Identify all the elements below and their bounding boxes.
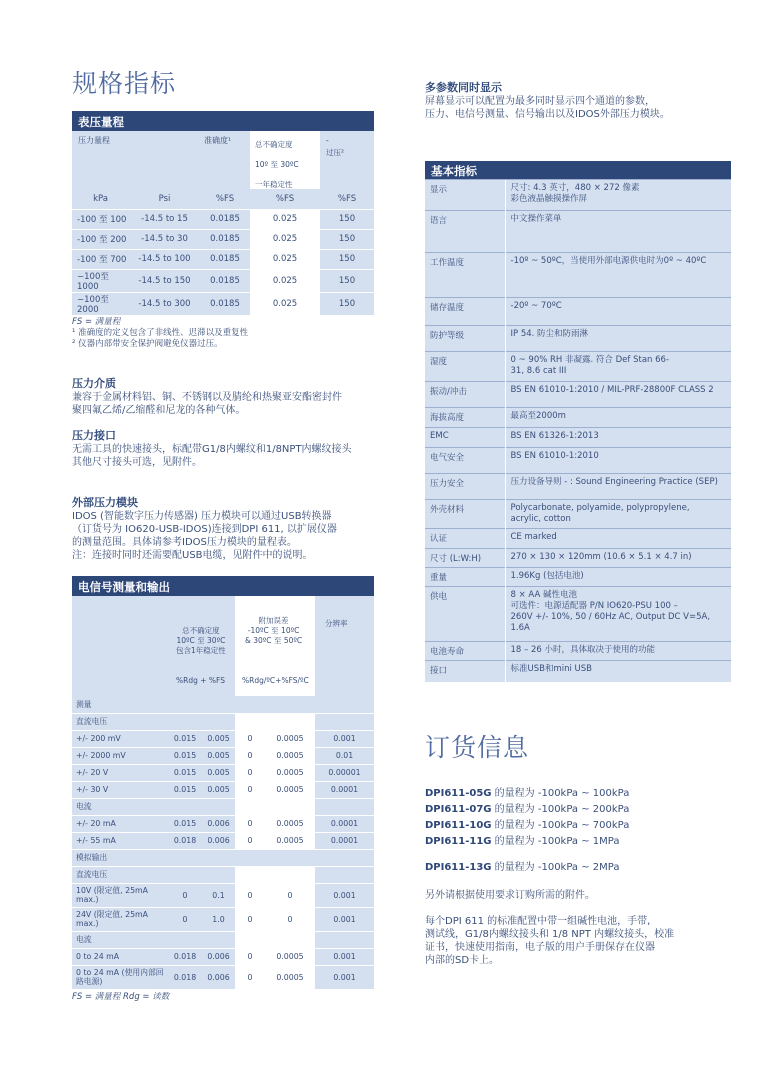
section-title: 压力介质 [72, 377, 116, 390]
spec-value: 最高至2000m [505, 408, 731, 428]
order-title: 订货信息 [425, 733, 530, 762]
spec-value: 8 × AA 碱性电池 可选件：电源适配器 P/N IO620-PSU 100 – 260V +/- 10%, 50 / 60Hz AC, Output DC V=5A, 1.6A [505, 587, 731, 642]
order-note-standard: 每个DPI 611 的标准配置中带一组碱性电池，手带, 测试线，G1/8内螺纹接头和 1/8 NPT 内螺纹接头，校准 证书，快速使用指南，电子版的用户手册保存在仪器 内部的SD卡上。 [425, 916, 675, 966]
external-module-section: 外部压力模块 IDOS (智能数字压力传感器) 压力模块可以通过USB转换器 （订货号为 IO620-USB-IDOS)连接到DPI 611, 以扩展仪器 的测量范围。具体请参考IDOS压力模块的量程表。 注：连接时同时还需要配USB电缆，见附件中的说明。 [72, 494, 390, 562]
spec-value: BS EN 61326-1:2013 [505, 428, 731, 448]
spec-value: BS EN 61010-1:2010 / MIL-PRF-28800F CLASS 2 [505, 382, 731, 408]
subgroup-row: 电流 [72, 798, 374, 815]
spec-value: CE marked [505, 529, 731, 549]
spec-label: 储存温度 [425, 298, 505, 326]
table-row: +/- 20 V 0.015 0.005 0 0.0005 0.00001 [72, 764, 374, 781]
spec-label: 供电 [425, 587, 505, 642]
list-item: DPI611-05G 的量程为 -100kPa ~ 100kPa [425, 788, 630, 799]
spec-label: 湿度 [425, 352, 505, 382]
spec-value: 0 ~ 90% RH 非凝露. 符合 Def Stan 66- 31, 8.6 cat III [505, 352, 731, 382]
list-item: DPI611-13G 的量程为 -100kPa ~ 2MPa [425, 862, 620, 873]
col-range: 压力量程 [78, 136, 110, 145]
pressure-table-header: 表压量程 [72, 111, 374, 131]
spec-value: Polycarbonate, polyamide, polypropylene, acrylic, cotton [505, 500, 731, 529]
spec-row [425, 408, 731, 428]
section-title: 多参数同时显示 [425, 81, 502, 94]
electrical-footnote: FS = 满量程 Rdg = 读数 [72, 991, 170, 1002]
spec-row [425, 253, 731, 298]
spec-value: BS EN 61010-1:2010 [505, 448, 731, 474]
spec-label: 工作温度 [425, 253, 505, 298]
spec-row [425, 448, 731, 474]
electrical-table-body [72, 696, 374, 990]
spec-label: 认证 [425, 529, 505, 549]
table-row: 10V (限定值, 25mA max.) 0 0.1 0 0 0.001 [72, 883, 374, 907]
group-row: 测量 [72, 696, 374, 713]
pressure-range-table [72, 111, 374, 350]
electrical-column-headers [72, 596, 374, 696]
col-additional-error: 附加误差 -10ºC 至 10ºC & 30ºC 至 50ºC [245, 616, 303, 645]
col-uncertainty: 总不确定度 10ºC 至 30ºC 包含1年稳定性 [176, 626, 226, 655]
pressure-column-headers [72, 131, 374, 189]
pressure-table-body [72, 189, 374, 316]
table-row: 0 to 24 mA 0.018 0.006 0 0.0005 0.001 [72, 948, 374, 965]
spec-label: 海拔高度 [425, 408, 505, 428]
electrical-table-header: 电信号测量和输出 [72, 576, 374, 596]
spec-label: 重量 [425, 568, 505, 587]
order-list [425, 786, 745, 876]
spec-row [425, 474, 731, 500]
spec-label: 接口 [425, 661, 505, 682]
spec-label: 外壳材料 [425, 500, 505, 529]
spec-row [425, 382, 731, 408]
spec-row [425, 326, 731, 352]
pressure-notes: FS = 满量程 ¹ 准确度的定义包含了非线性、迟滞以及重复性 ² 仪器内部带安全保护阀避免仪器过压。 [72, 316, 249, 349]
spec-row [425, 211, 731, 253]
spec-value: IP 54. 防尘和防雨淋 [505, 326, 731, 352]
table-row: −100至2000 -14.5 to 300 0.0185 0.025 150 [72, 292, 374, 315]
spec-row [425, 298, 731, 326]
spec-label: 压力安全 [425, 474, 505, 500]
spec-value: 中文操作菜单 [505, 211, 731, 253]
list-item: DPI611-11G 的量程为 -100kPa ~ 1MPa [425, 836, 620, 847]
col-uncertainty: 总不确定度 10º 至 30ºC 一年稳定性 [255, 140, 299, 189]
spec-label: 振动/冲击 [425, 382, 505, 408]
spec-label: 电气安全 [425, 448, 505, 474]
unit-b: %Rdg/ºC+%FS/ºC [242, 676, 309, 685]
subgroup-row: 直流电压 [72, 866, 374, 883]
spec-row [425, 587, 731, 642]
spec-row [425, 661, 731, 682]
pressure-media-section: 压力介质 兼容于金属材料铝、铜、不锈钢以及腈纶和热聚亚安酯密封件 聚四氟乙烯/乙缩醛和尼龙的各种气体。 [72, 375, 390, 417]
multi-display-section: 多参数同时显示 屏幕显示可以配置为最多同时显示四个通道的参数， 压力、电信号测量、信号输出以及IDOS外部压力模块。 [425, 79, 745, 121]
electrical-table [72, 576, 374, 1003]
table-row: −100至1000 -14.5 to 150 0.0185 0.025 150 [72, 269, 374, 292]
spec-value: -20º ~ 70ºC [505, 298, 731, 326]
basic-spec-table [425, 161, 731, 682]
subgroup-row: 直流电压 [72, 713, 374, 730]
spec-label: 尺寸 (L:W:H) [425, 549, 505, 568]
table-row: 24V (限定值, 25mA max.) 0 1.0 0 0 0.001 [72, 907, 374, 931]
table-row: -100 至 700 -14.5 to 100 0.0185 0.025 150 [72, 249, 374, 269]
table-row: +/- 55 mA 0.018 0.006 0 0.0005 0.0001 [72, 832, 374, 849]
basic-table-header: 基本指标 [425, 161, 731, 179]
spec-value: 压力设备导则 - : Sound Engineering Practice (SEP) [505, 474, 731, 500]
col-resolution: 分辨率 [325, 619, 348, 628]
spec-label: 语言 [425, 211, 505, 253]
table-row: -100 至 200 -14.5 to 30 0.0185 0.025 150 [72, 229, 374, 249]
table-row: 0 to 24 mA (使用内部回路电源) 0.018 0.006 0 0.0005 0.001 [72, 965, 374, 989]
spec-label: 电池寿命 [425, 642, 505, 661]
unit-a: %Rdg + %FS [176, 676, 225, 685]
spec-value: 标准USB和mini USB [505, 661, 731, 682]
spec-row [425, 642, 731, 661]
section-title: 外部压力模块 [72, 496, 138, 509]
spec-row [425, 352, 731, 382]
spec-label: EMC [425, 428, 505, 448]
pressure-connector-section: 压力接口 无需工具的快速接头，标配带G1/8内螺纹和1/8NPT内螺纹接头 其他尺寸接头可选，见附件。 [72, 427, 390, 469]
table-row: +/- 20 mA 0.015 0.006 0 0.0005 0.0001 [72, 815, 374, 832]
spec-label: 防护等级 [425, 326, 505, 352]
subgroup-row: 电流 [72, 931, 374, 948]
spec-row [425, 529, 731, 549]
spec-row [425, 428, 731, 448]
table-row: -100 至 100 -14.5 to 15 0.0185 0.025 150 [72, 209, 374, 229]
spec-label: 显示 [425, 180, 505, 211]
order-note-accessories: 另外请根据使用要求订购所需的附件。 [425, 890, 595, 901]
table-row: +/- 200 mV 0.015 0.005 0 0.0005 0.001 [72, 730, 374, 747]
spec-value: 270 × 130 × 120mm (10.6 × 5.1 × 4.7 in) [505, 549, 731, 568]
list-item: DPI611-07G 的量程为 -100kPa ~ 200kPa [425, 804, 630, 815]
spec-row [425, 568, 731, 587]
group-row: 模拟输出 [72, 849, 374, 866]
spec-row [425, 180, 731, 211]
spec-value: -10º ~ 50ºC，当使用外部电源供电时为0º ~ 40ºC [505, 253, 731, 298]
list-item: DPI611-10G 的量程为 -100kPa ~ 700kPa [425, 820, 630, 831]
col-accuracy: 准确度¹ [204, 136, 232, 145]
col-overpressure: - 过压² [326, 136, 345, 157]
spec-value: 18 – 26 小时，具体取决于使用的功能 [505, 642, 731, 661]
units-row: kPa Psi %FS %FS %FS [72, 189, 374, 209]
spec-value: 1.96Kg (包括电池) [505, 568, 731, 587]
table-row: +/- 30 V 0.015 0.005 0 0.0005 0.0001 [72, 781, 374, 798]
spec-value: 尺寸: 4.3 英寸，480 × 272 像素 彩色液晶触摸操作屏 [505, 180, 731, 211]
table-row: +/- 2000 mV 0.015 0.005 0 0.0005 0.01 [72, 747, 374, 764]
spec-row [425, 500, 731, 529]
basic-table-body [425, 179, 731, 682]
spec-row [425, 549, 731, 568]
page-title: 规格指标 [72, 69, 177, 98]
section-title: 压力接口 [72, 429, 116, 442]
